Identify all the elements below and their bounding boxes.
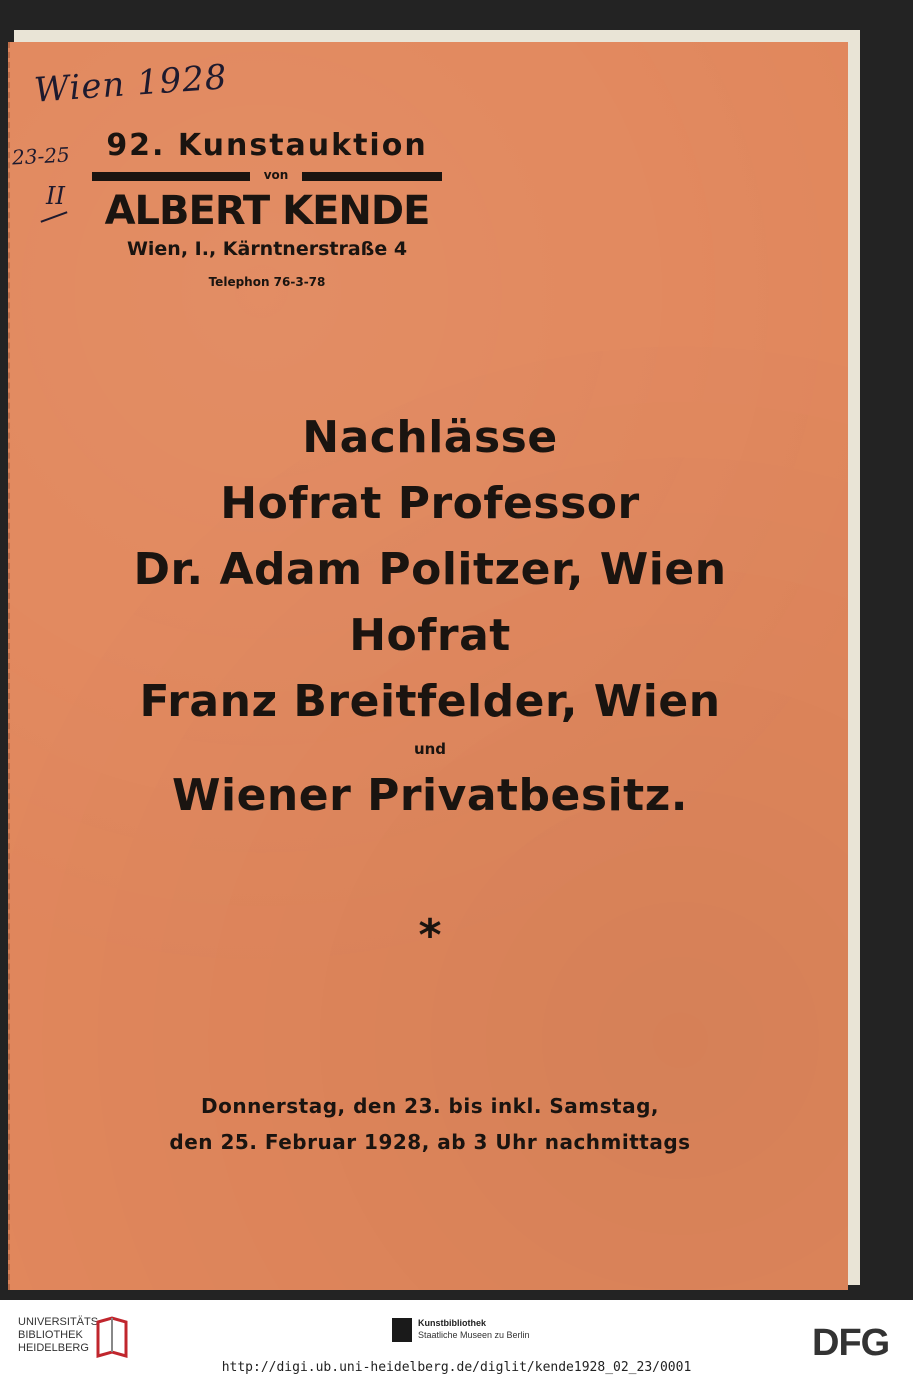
kunstbibliothek-icon	[392, 1318, 412, 1342]
footer-bar	[0, 1300, 913, 1376]
von-divider	[92, 168, 442, 184]
firm-address: Wien, I., Kärntnerstraße 4	[126, 238, 408, 260]
von-label: von	[263, 168, 289, 182]
auction-date-line-2: den 25. Februar 1928, ab 3 Uhr nachmittags	[169, 1130, 691, 1154]
title-und: und	[413, 740, 447, 758]
title-line-4: Hofrat	[349, 610, 511, 661]
firm-phone: Telephon 76-3-78	[208, 275, 326, 289]
catalog-cover	[8, 42, 848, 1290]
handwritten-city-year: Wien 1928	[32, 57, 229, 111]
ub-line-2: BIBLIOTHEK	[18, 1329, 83, 1341]
source-url[interactable]: http://digi.ub.uni-heidelberg.de/diglit/kende1928_02_23/0001	[221, 1360, 692, 1375]
title-line-5: Franz Breitfelder, Wien	[139, 676, 721, 727]
kunstbibliothek-logo[interactable]	[392, 1318, 572, 1348]
firm-name: ALBERT KENDE	[104, 188, 430, 234]
handwritten-roman-numeral: II	[46, 182, 65, 210]
kunstbibliothek-title: Kunstbibliothek	[418, 1318, 486, 1328]
dfg-logo[interactable]: DFG	[812, 1322, 890, 1364]
handwritten-date-range: 23-25	[11, 142, 71, 170]
kunstbibliothek-subtitle: Staatliche Museen zu Berlin	[418, 1330, 530, 1340]
title-line-2: Hofrat Professor	[220, 478, 640, 529]
handwritten-stroke	[41, 211, 68, 222]
auction-number: 92. Kunstauktion	[106, 128, 428, 163]
rule-left	[92, 172, 250, 181]
ub-logo-text	[18, 1316, 102, 1355]
ub-line-1: UNIVERSITÄTS-	[18, 1316, 102, 1328]
title-line-1: Nachlässe	[302, 412, 558, 463]
ub-book-icon	[94, 1316, 130, 1360]
rule-right	[302, 172, 442, 181]
auction-date-line-1: Donnerstag, den 23. bis inkl. Samstag,	[200, 1094, 660, 1118]
asterisk-separator: *	[418, 910, 442, 961]
title-line-3: Dr. Adam Politzer, Wien	[133, 544, 727, 595]
ub-line-3: HEIDELBERG	[18, 1342, 89, 1354]
title-line-6: Wiener Privatbesitz.	[171, 770, 689, 821]
ub-heidelberg-logo[interactable]	[18, 1316, 130, 1360]
